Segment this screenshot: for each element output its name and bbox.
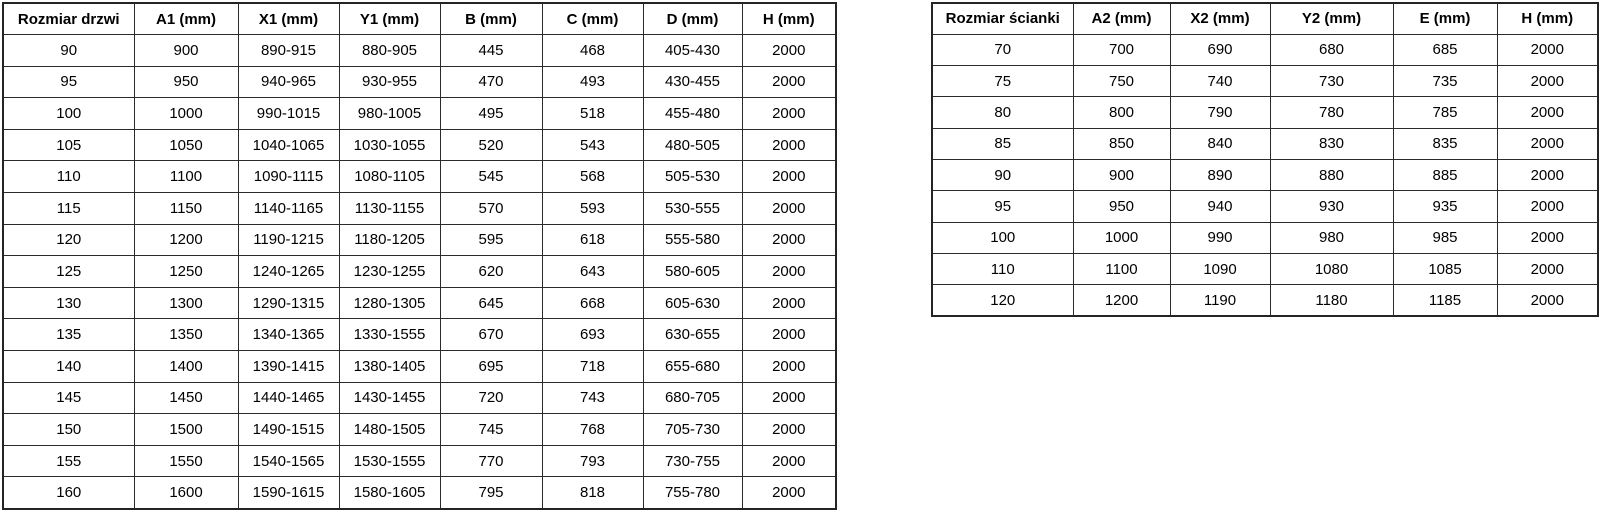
table-cell: 900 xyxy=(1073,159,1170,190)
column-header: D (mm) xyxy=(643,3,742,35)
table-cell: 645 xyxy=(440,287,542,319)
table-cell: 1000 xyxy=(134,98,238,130)
table-cell: 1040-1065 xyxy=(238,129,339,161)
table-cell: 1200 xyxy=(1073,285,1170,316)
table-cell: 130 xyxy=(3,287,134,319)
table-cell: 1090 xyxy=(1170,253,1270,284)
table-cell: 593 xyxy=(542,193,643,225)
table-row xyxy=(3,98,836,130)
table-cell: 1330-1555 xyxy=(339,319,440,351)
table-cell: 135 xyxy=(3,319,134,351)
table-row xyxy=(3,256,836,288)
table-cell: 1090-1115 xyxy=(238,161,339,193)
table-cell: 2000 xyxy=(1497,253,1598,284)
table-cell: 1140-1165 xyxy=(238,193,339,225)
table-cell: 2000 xyxy=(1497,222,1598,253)
table-cell: 1300 xyxy=(134,287,238,319)
table-cell: 705-730 xyxy=(643,414,742,446)
table-cell: 1380-1405 xyxy=(339,351,440,383)
table-cell: 495 xyxy=(440,98,542,130)
table-cell: 445 xyxy=(440,35,542,67)
table-cell: 940 xyxy=(1170,191,1270,222)
table-row xyxy=(3,193,836,225)
table-cell: 1340-1365 xyxy=(238,319,339,351)
table-cell: 595 xyxy=(440,224,542,256)
table-cell: 990-1015 xyxy=(238,98,339,130)
table-row xyxy=(932,285,1598,316)
table-cell: 405-430 xyxy=(643,35,742,67)
table-cell: 930-955 xyxy=(339,66,440,98)
table-cell: 1400 xyxy=(134,351,238,383)
table-cell: 2000 xyxy=(742,161,836,193)
table-cell: 730 xyxy=(1270,66,1393,97)
table-cell: 985 xyxy=(1393,222,1497,253)
table-cell: 818 xyxy=(542,477,643,509)
table-cell: 618 xyxy=(542,224,643,256)
table-cell: 768 xyxy=(542,414,643,446)
table-row xyxy=(3,477,836,509)
table-cell: 2000 xyxy=(742,414,836,446)
table-cell: 120 xyxy=(3,224,134,256)
table-cell: 1080 xyxy=(1270,253,1393,284)
table-cell: 140 xyxy=(3,351,134,383)
table-row xyxy=(3,287,836,319)
column-header: X1 (mm) xyxy=(238,3,339,35)
table-cell: 80 xyxy=(932,97,1073,128)
table-row xyxy=(3,35,836,67)
table-row xyxy=(932,159,1598,190)
table-cell: 2000 xyxy=(742,477,836,509)
table-cell: 935 xyxy=(1393,191,1497,222)
table-cell: 555-580 xyxy=(643,224,742,256)
wall-size-table xyxy=(931,2,1599,317)
table-row xyxy=(3,224,836,256)
table-cell: 690 xyxy=(1170,34,1270,65)
table-cell: 680 xyxy=(1270,34,1393,65)
table-cell: 850 xyxy=(1073,128,1170,159)
table-cell: 880-905 xyxy=(339,35,440,67)
column-header: H (mm) xyxy=(742,3,836,35)
table-cell: 745 xyxy=(440,414,542,446)
table-cell: 680-705 xyxy=(643,382,742,414)
table-cell: 693 xyxy=(542,319,643,351)
table-cell: 100 xyxy=(3,98,134,130)
table-cell: 950 xyxy=(1073,191,1170,222)
table-cell: 643 xyxy=(542,256,643,288)
table-cell: 1050 xyxy=(134,129,238,161)
table-cell: 1480-1505 xyxy=(339,414,440,446)
table-cell: 2000 xyxy=(1497,34,1598,65)
table-cell: 2000 xyxy=(1497,66,1598,97)
table-cell: 835 xyxy=(1393,128,1497,159)
table-cell: 2000 xyxy=(742,224,836,256)
table-cell: 830 xyxy=(1270,128,1393,159)
table-cell: 468 xyxy=(542,35,643,67)
table-cell: 1000 xyxy=(1073,222,1170,253)
table-cell: 1180-1205 xyxy=(339,224,440,256)
table-cell: 735 xyxy=(1393,66,1497,97)
table-cell: 1350 xyxy=(134,319,238,351)
table-cell: 1590-1615 xyxy=(238,477,339,509)
table-cell: 718 xyxy=(542,351,643,383)
table-cell: 75 xyxy=(932,66,1073,97)
table-cell: 125 xyxy=(3,256,134,288)
table-cell: 1100 xyxy=(134,161,238,193)
table-cell: 630-655 xyxy=(643,319,742,351)
column-header: A2 (mm) xyxy=(1073,3,1170,34)
table-cell: 1180 xyxy=(1270,285,1393,316)
table-row xyxy=(932,34,1598,65)
table-row xyxy=(932,191,1598,222)
table-cell: 530-555 xyxy=(643,193,742,225)
table-row xyxy=(932,128,1598,159)
table-cell: 145 xyxy=(3,382,134,414)
table-cell: 160 xyxy=(3,477,134,509)
table-cell: 2000 xyxy=(742,129,836,161)
table-cell: 2000 xyxy=(1497,97,1598,128)
table-cell: 1130-1155 xyxy=(339,193,440,225)
table-cell: 1540-1565 xyxy=(238,445,339,477)
table-cell: 2000 xyxy=(1497,128,1598,159)
column-header: E (mm) xyxy=(1393,3,1497,34)
table-row xyxy=(3,319,836,351)
table-cell: 890-915 xyxy=(238,35,339,67)
table-cell: 518 xyxy=(542,98,643,130)
column-header: C (mm) xyxy=(542,3,643,35)
table-cell: 670 xyxy=(440,319,542,351)
table-cell: 730-755 xyxy=(643,445,742,477)
table-cell: 110 xyxy=(3,161,134,193)
table-cell: 1250 xyxy=(134,256,238,288)
table-cell: 790 xyxy=(1170,97,1270,128)
table-cell: 1030-1055 xyxy=(339,129,440,161)
table-cell: 695 xyxy=(440,351,542,383)
table-cell: 570 xyxy=(440,193,542,225)
table-cell: 800 xyxy=(1073,97,1170,128)
table-cell: 1185 xyxy=(1393,285,1497,316)
table-cell: 105 xyxy=(3,129,134,161)
table-cell: 455-480 xyxy=(643,98,742,130)
table-cell: 70 xyxy=(932,34,1073,65)
table-cell: 1490-1515 xyxy=(238,414,339,446)
table-cell: 90 xyxy=(932,159,1073,190)
table-cell: 743 xyxy=(542,382,643,414)
table-cell: 580-605 xyxy=(643,256,742,288)
table-row xyxy=(932,253,1598,284)
table-cell: 110 xyxy=(932,253,1073,284)
table-row xyxy=(932,222,1598,253)
table-cell: 1290-1315 xyxy=(238,287,339,319)
table-cell: 2000 xyxy=(742,66,836,98)
table-cell: 2000 xyxy=(1497,285,1598,316)
table-row xyxy=(3,161,836,193)
table-cell: 880 xyxy=(1270,159,1393,190)
table-cell: 1190 xyxy=(1170,285,1270,316)
header-row xyxy=(932,3,1598,34)
table-cell: 930 xyxy=(1270,191,1393,222)
table-cell: 740 xyxy=(1170,66,1270,97)
table-cell: 1100 xyxy=(1073,253,1170,284)
table-cell: 2000 xyxy=(742,319,836,351)
table-cell: 793 xyxy=(542,445,643,477)
table-cell: 2000 xyxy=(1497,191,1598,222)
door-size-table xyxy=(2,2,837,510)
table-cell: 1550 xyxy=(134,445,238,477)
table-cell: 770 xyxy=(440,445,542,477)
table-row xyxy=(932,66,1598,97)
table-row xyxy=(3,414,836,446)
header-row xyxy=(3,3,836,35)
table-cell: 543 xyxy=(542,129,643,161)
table-cell: 1230-1255 xyxy=(339,256,440,288)
table-cell: 120 xyxy=(932,285,1073,316)
table-cell: 2000 xyxy=(742,35,836,67)
table-cell: 755-780 xyxy=(643,477,742,509)
table-cell: 795 xyxy=(440,477,542,509)
table-cell: 620 xyxy=(440,256,542,288)
table-cell: 505-530 xyxy=(643,161,742,193)
column-header: H (mm) xyxy=(1497,3,1598,34)
table-cell: 720 xyxy=(440,382,542,414)
column-header: X2 (mm) xyxy=(1170,3,1270,34)
column-header: B (mm) xyxy=(440,3,542,35)
table-row xyxy=(3,129,836,161)
table-cell: 900 xyxy=(134,35,238,67)
table-cell: 470 xyxy=(440,66,542,98)
table-row xyxy=(3,351,836,383)
table-cell: 885 xyxy=(1393,159,1497,190)
column-header: Y2 (mm) xyxy=(1270,3,1393,34)
table-row xyxy=(3,66,836,98)
table-cell: 1190-1215 xyxy=(238,224,339,256)
table-cell: 750 xyxy=(1073,66,1170,97)
table-cell: 1280-1305 xyxy=(339,287,440,319)
table-cell: 1240-1265 xyxy=(238,256,339,288)
table-cell: 2000 xyxy=(742,445,836,477)
table-cell: 115 xyxy=(3,193,134,225)
column-header: Rozmiar ścianki xyxy=(932,3,1073,34)
table-row xyxy=(932,97,1598,128)
table-cell: 1085 xyxy=(1393,253,1497,284)
table-row xyxy=(3,445,836,477)
table-cell: 100 xyxy=(932,222,1073,253)
table-cell: 785 xyxy=(1393,97,1497,128)
table-cell: 2000 xyxy=(742,256,836,288)
table-cell: 430-455 xyxy=(643,66,742,98)
table-cell: 480-505 xyxy=(643,129,742,161)
table-cell: 940-965 xyxy=(238,66,339,98)
table-cell: 1500 xyxy=(134,414,238,446)
table-cell: 605-630 xyxy=(643,287,742,319)
table-cell: 95 xyxy=(3,66,134,98)
table-cell: 2000 xyxy=(1497,159,1598,190)
table-cell: 150 xyxy=(3,414,134,446)
column-header: Rozmiar drzwi xyxy=(3,3,134,35)
table-cell: 1580-1605 xyxy=(339,477,440,509)
table-cell: 568 xyxy=(542,161,643,193)
table-cell: 2000 xyxy=(742,193,836,225)
table-cell: 668 xyxy=(542,287,643,319)
table-row xyxy=(3,382,836,414)
table-cell: 2000 xyxy=(742,351,836,383)
table-cell: 2000 xyxy=(742,98,836,130)
table-cell: 1530-1555 xyxy=(339,445,440,477)
table-cell: 1440-1465 xyxy=(238,382,339,414)
table-cell: 990 xyxy=(1170,222,1270,253)
table-cell: 840 xyxy=(1170,128,1270,159)
table-cell: 1080-1105 xyxy=(339,161,440,193)
table-cell: 980-1005 xyxy=(339,98,440,130)
table-cell: 2000 xyxy=(742,287,836,319)
table-cell: 1600 xyxy=(134,477,238,509)
table-cell: 655-680 xyxy=(643,351,742,383)
table-cell: 493 xyxy=(542,66,643,98)
table-cell: 85 xyxy=(932,128,1073,159)
table-cell: 1390-1415 xyxy=(238,351,339,383)
table-cell: 155 xyxy=(3,445,134,477)
table-cell: 700 xyxy=(1073,34,1170,65)
table-cell: 1200 xyxy=(134,224,238,256)
table-cell: 520 xyxy=(440,129,542,161)
table-cell: 545 xyxy=(440,161,542,193)
table-cell: 950 xyxy=(134,66,238,98)
table-cell: 2000 xyxy=(742,382,836,414)
table-cell: 90 xyxy=(3,35,134,67)
table-cell: 780 xyxy=(1270,97,1393,128)
table-cell: 1430-1455 xyxy=(339,382,440,414)
table-cell: 1150 xyxy=(134,193,238,225)
table-cell: 1450 xyxy=(134,382,238,414)
table-cell: 890 xyxy=(1170,159,1270,190)
table-cell: 980 xyxy=(1270,222,1393,253)
column-header: Y1 (mm) xyxy=(339,3,440,35)
table-cell: 95 xyxy=(932,191,1073,222)
table-cell: 685 xyxy=(1393,34,1497,65)
column-header: A1 (mm) xyxy=(134,3,238,35)
